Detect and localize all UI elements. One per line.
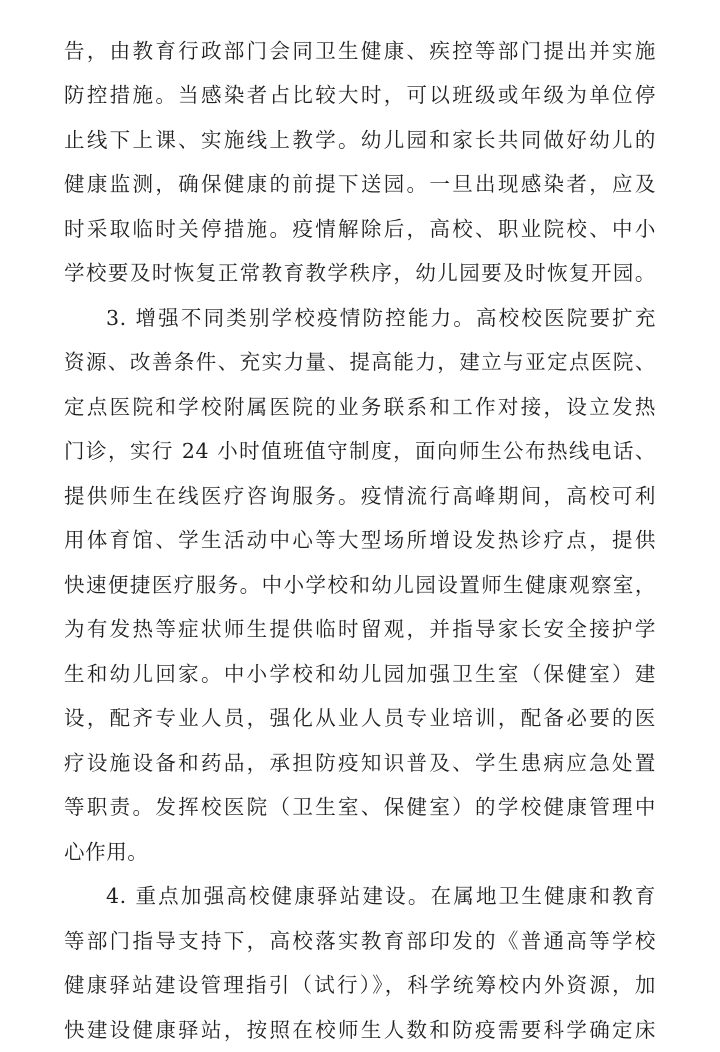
text-line: 告，由教育行政部门会同卫生健康、疾控等部门提出并实施 [64,39,656,63]
text-line: 时采取临时关停措施。疫情解除后，高校、职业院校、中小 [64,217,656,241]
text-line: 健康监测，确保健康的前提下送园。一旦出现感染者，应及 [64,172,656,196]
text-line: 提供师生在线医疗咨询服务。疫情流行高峰期间，高校可利 [64,484,656,508]
text-line: 防控措施。当感染者占比较大时，可以班级或年级为单位停 [64,83,656,107]
paragraph-3-heading-line: 3. 增强不同类别学校疫情防控能力。高校校医院要扩充 [106,306,656,330]
text-line: 等职责。发挥校医院（卫生室、保健室）的学校健康管理中 [64,795,656,819]
text-line: 生和幼儿回家。中小学校和幼儿园加强卫生室（保健室）建 [64,662,656,686]
text-line: 心作用。 [64,840,149,864]
text-line: 健康驿站建设管理指引（试行）》，科学统筹校内外资源，加 [64,973,656,997]
paragraph-4-heading-line: 4. 重点加强高校健康驿站建设。在属地卫生健康和教育 [106,884,656,908]
text-line: 疗设施设备和药品，承担防疫知识普及、学生患病应急处置 [64,751,656,775]
text-line: 资源、改善条件、充实力量、提高能力，建立与亚定点医院、 [64,350,656,374]
text-line: 学校要及时恢复正常教育教学秩序，幼儿园要及时恢复开园。 [64,261,656,285]
text-line: 定点医院和学校附属医院的业务联系和工作对接，设立发热 [64,395,656,419]
text-line: 快建设健康驿站，按照在校师生人数和防疫需要科学确定床 [64,1018,656,1042]
text-line: 止线下上课、实施线上教学。幼儿园和家长共同做好幼儿的 [64,128,656,152]
text-line: 用体育馆、学生活动中心等大型场所增设发热诊疗点，提供 [64,528,656,552]
text-line: 快速便捷医疗服务。中小学校和幼儿园设置师生健康观察室， [64,573,656,597]
text-line: 等部门指导支持下，高校落实教育部印发的《普通高等学校 [64,929,656,953]
text-line: 门诊，实行 24 小时值班值守制度，面向师生公布热线电话、 [64,439,656,463]
text-line: 为有发热等症状师生提供临时留观，并指导家长安全接护学 [64,617,656,641]
text-line: 设，配齐专业人员，强化从业人员专业培训，配备必要的医 [64,706,656,730]
